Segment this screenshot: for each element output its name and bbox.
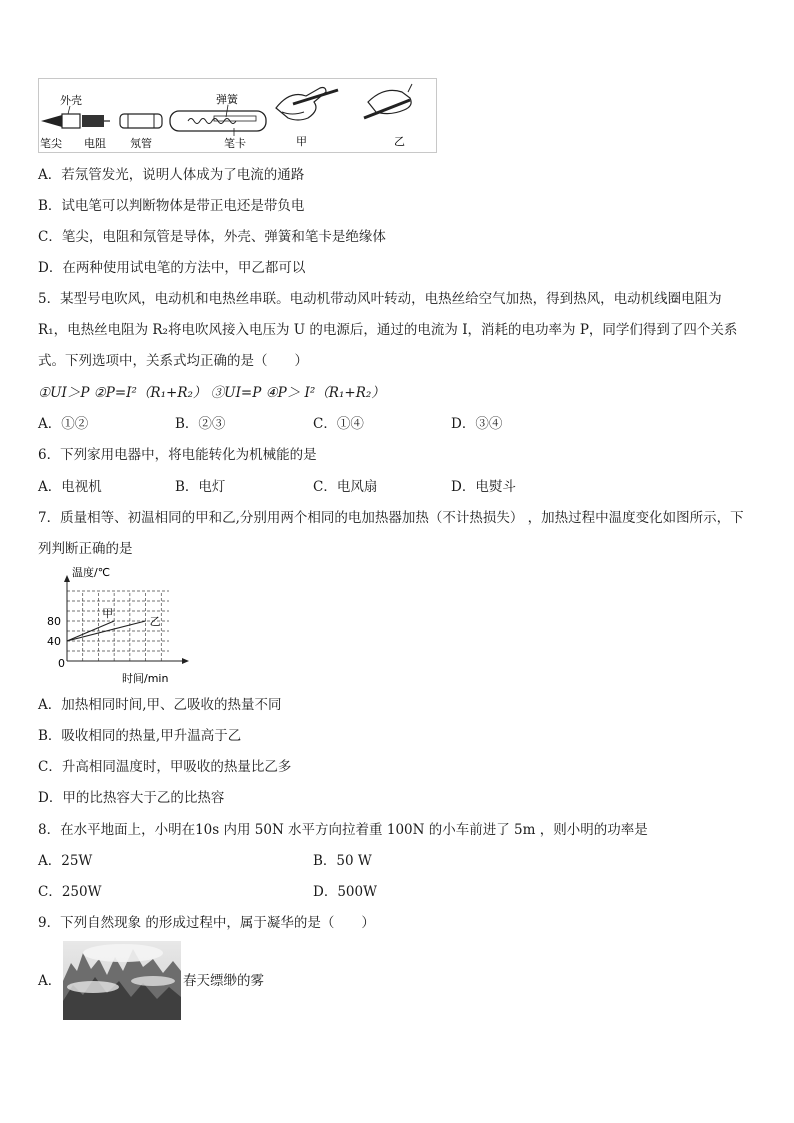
q6-option-a: A．电视机 xyxy=(38,479,102,495)
temperature-time-chart xyxy=(38,564,198,688)
y-tick-label: 40 xyxy=(47,635,61,648)
q7-option-d: D．甲的比热容大于乙的比热容 xyxy=(38,790,225,806)
q9-stem: 9．下列自然现象 的形成过程中，属于凝华的是（ ） xyxy=(38,915,375,931)
chart-text xyxy=(47,565,168,685)
pen-tip-part xyxy=(41,114,80,128)
q8-option-c: C．250W xyxy=(38,884,102,900)
q9-option-a-prefix: A． xyxy=(38,973,62,989)
series-label-yi: 乙 xyxy=(149,615,161,628)
label-clip: 笔卡 xyxy=(224,137,246,150)
q9-option-a-text: 春天缥缈的雾 xyxy=(183,973,264,989)
hand-jia-illustration xyxy=(276,88,338,121)
q8-stem: 8．在水平地面上，小明在10s 内用 50N 水平方向拉着重 100N 的小车前进了 5m ，则小明的功率是 xyxy=(38,822,648,838)
label-resistor: 电阻 xyxy=(84,137,106,150)
q5-option-b: B．②③ xyxy=(175,416,226,432)
q7-stem-line2: 列判断正确的是 xyxy=(38,541,133,557)
q8-option-d: D．500W xyxy=(313,884,377,900)
q5-stem-line1: 5．某型号电吹风，电动机和电热丝串联。电动机带动风叶转动，电热丝给空气加热，得到热风，电动机线圈电阻为 xyxy=(38,291,722,307)
y-axis-title: 温度/℃ xyxy=(72,566,111,579)
label-yi: 乙 xyxy=(394,135,405,148)
q4-option-d: D．在两种使用试电笔的方法中，甲乙都可以 xyxy=(38,260,306,276)
q7-option-a: A．加热相同时间,甲、乙吸收的热量不同 xyxy=(38,697,282,713)
q5-option-d: D．③④ xyxy=(451,416,503,432)
q8-option-b: B．50 W xyxy=(313,853,372,869)
x-axis-arrow xyxy=(182,658,189,664)
q6-option-d: D．电熨斗 xyxy=(451,479,516,495)
resistor-part xyxy=(82,115,110,127)
q4-option-a: A．若氖管发光，说明人体成为了电流的通路 xyxy=(38,167,305,183)
q6-option-c: C．电风扇 xyxy=(313,479,378,495)
mountain-fog-photo xyxy=(63,941,181,1020)
q8-option-a: A．25W xyxy=(38,853,93,869)
q7-option-c: C．升高相同温度时，甲吸收的热量比乙多 xyxy=(38,759,292,775)
label-neon: 氖管 xyxy=(130,137,152,150)
hand-yi-illustration xyxy=(364,84,412,118)
origin-label: 0 xyxy=(58,657,65,670)
q6-option-b: B．电灯 xyxy=(175,479,226,495)
q7-option-b: B．吸收相同的热量,甲升温高于乙 xyxy=(38,728,242,744)
label-tip: 笔尖 xyxy=(40,137,62,150)
q5-option-c: C．①④ xyxy=(313,416,364,432)
pen-shell-part xyxy=(170,111,266,131)
neon-tube-part xyxy=(120,114,162,128)
q5-stem-line3: 式。下列选项中，关系式均正确的是（ ） xyxy=(38,353,308,369)
label-jia: 甲 xyxy=(296,135,307,148)
y-axis-arrow xyxy=(64,575,70,582)
q7-stem-line1: 7．质量相等、初温相同的甲和乙,分别用两个相同的电加热器加热（不计热损失） ，加热过程中温度变化如图所示，下 xyxy=(38,510,744,526)
series-label-jia: 甲 xyxy=(102,607,114,620)
test-pen-figure xyxy=(38,78,438,154)
label-shell: 外壳 xyxy=(60,94,82,107)
q4-option-b: B．试电笔可以判断物体是带正电还是带负电 xyxy=(38,198,305,214)
q4-option-c: C．笔尖，电阻和氖管是导体，外壳、弹簧和笔卡是绝缘体 xyxy=(38,229,386,245)
label-spring: 弹簧 xyxy=(216,93,238,106)
q5-option-a: A．①② xyxy=(38,416,89,432)
y-tick-label: 80 xyxy=(47,615,61,628)
q5-stem-line2: R₁，电热丝电阻为 R₂将电吹风接入电压为 U 的电源后，通过的电流为 I，消耗的电功率为 P，同学们得到了四个关系 xyxy=(38,322,738,338)
q6-stem: 6．下列家用电器中，将电能转化为机械能的是 xyxy=(38,447,317,463)
x-axis-title: 时间/min xyxy=(122,672,169,685)
q5-relations: ①UI＞P ②P=I²（R₁+R₂） ③UI=P ④P＞ I²（R₁+R₂） xyxy=(38,385,385,401)
